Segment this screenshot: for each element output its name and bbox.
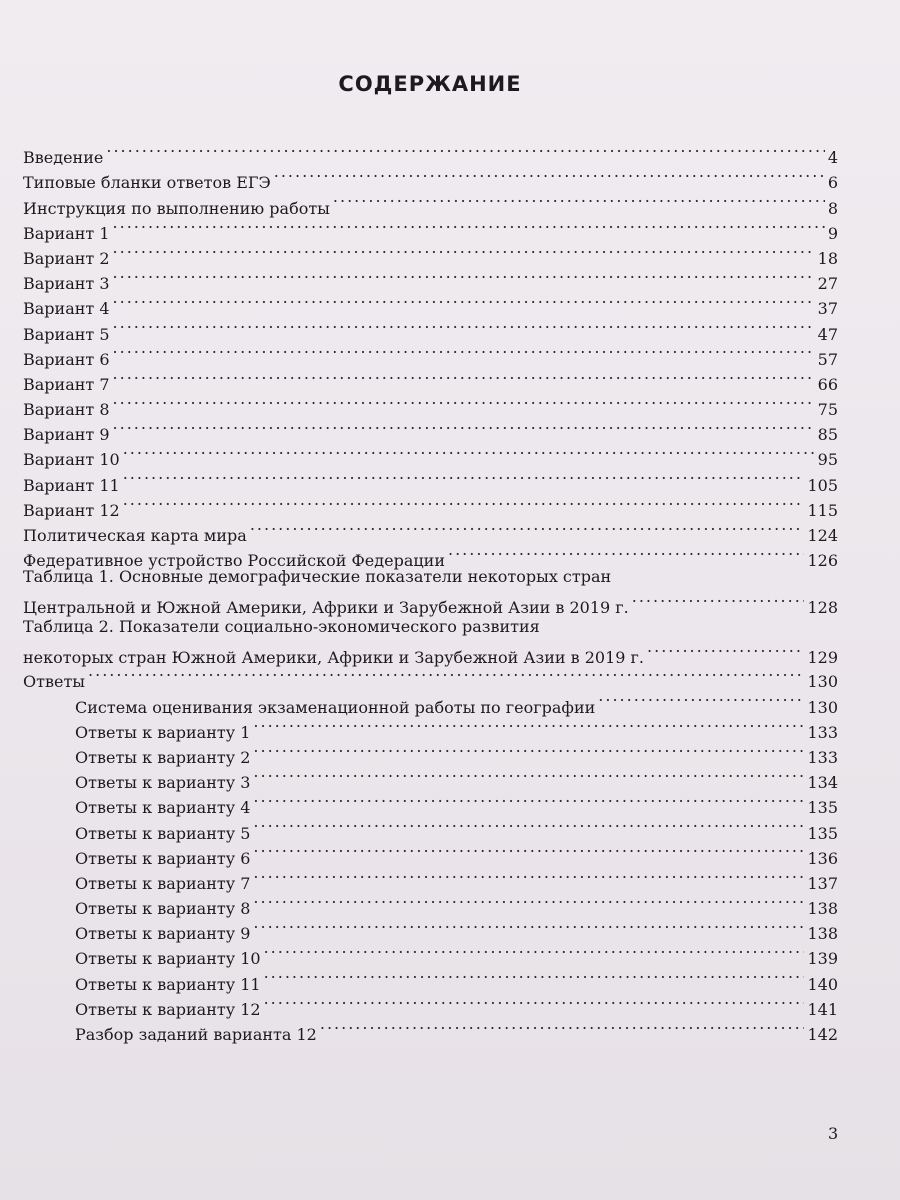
toc-entry-page: 138 [807, 899, 838, 919]
toc-entry-label: Ответы к варианту 7 [75, 873, 251, 893]
toc-entry-page: 6 [827, 173, 838, 193]
toc-entry-label: Ответы к варианту 9 [75, 924, 251, 944]
leader-dots [113, 264, 815, 289]
toc-entry [23, 365, 838, 394]
toc-entry-label: Ответы к варианту 5 [75, 823, 251, 843]
leader-dots [113, 314, 815, 339]
page-number: 3 [828, 1124, 839, 1143]
leader-dots [123, 440, 815, 465]
toc-entry-label: Ответы к варианту 3 [75, 773, 251, 793]
leader-dots [264, 990, 805, 1015]
leader-dots [264, 939, 805, 964]
leader-dots [448, 541, 804, 566]
toc-entry-page: 4 [827, 148, 838, 168]
toc-entry-table1 [23, 566, 838, 618]
toc-entry-page: 27 [817, 274, 838, 294]
toc-entry-label: Вариант 1 [23, 223, 110, 243]
leader-dots [253, 864, 804, 889]
leader-dots [253, 914, 804, 939]
toc-entry-page: 135 [807, 823, 838, 843]
leader-dots [253, 813, 804, 838]
toc-entry-page: 134 [807, 773, 838, 793]
toc-entry [23, 214, 838, 243]
toc-entry [23, 516, 838, 545]
toc-entry-label: Введение [23, 148, 104, 168]
toc-entry-table2-line2: некоторых стран Южной Америки, Африки и Зарубежной Азии в 2019 г. [23, 648, 645, 668]
toc-entry-page: 75 [817, 400, 838, 420]
toc-entry [23, 465, 838, 495]
toc-entry [23, 289, 838, 319]
page-title: СОДЕРЖАНИЕ [338, 72, 522, 96]
toc-entry-table1-page: 128 [807, 598, 838, 618]
toc-entry [23, 340, 838, 369]
main-entries [23, 138, 838, 571]
toc-entry-label: Ответы к варианту 10 [75, 949, 261, 969]
toc-entry-answers [23, 662, 838, 692]
toc-entry [23, 440, 838, 470]
toc-entry-label: Вариант 10 [23, 450, 120, 470]
toc-entry [23, 687, 838, 717]
toc-entry-label: Ответы к варианту 6 [75, 848, 251, 868]
leader-dots [250, 516, 805, 541]
leader-dots [113, 239, 815, 264]
leader-dots [253, 738, 804, 763]
toc-entry-page: 66 [817, 374, 838, 394]
toc-entry-page: 37 [817, 299, 838, 319]
toc-entry-label: Ответы к варианту 11 [75, 974, 261, 994]
toc-entry-label: Вариант 8 [23, 400, 110, 420]
toc-entry-table2 [23, 616, 838, 668]
toc-entry-page: 105 [807, 475, 838, 495]
leader-dots [264, 964, 805, 989]
toc-entry-page: 47 [817, 324, 838, 344]
leader-dots [106, 138, 824, 163]
toc-entry [23, 491, 838, 520]
leader-dots [632, 588, 805, 613]
toc-entry [23, 264, 838, 294]
toc-entry-label: Вариант 12 [23, 500, 120, 520]
toc-entry-label: Вариант 6 [23, 349, 110, 369]
leader-dots [333, 188, 825, 213]
leader-dots [253, 839, 804, 864]
toc-entry-label: Вариант 4 [23, 299, 110, 319]
toc-entry-label: Вариант 3 [23, 274, 110, 294]
toc-entry-page: 124 [807, 526, 838, 545]
leader-dots [113, 340, 815, 365]
answer-entries [23, 687, 838, 1044]
toc-entry-label: Ответы к варианту 1 [75, 722, 251, 742]
toc-entry-page: 130 [807, 697, 838, 717]
leader-dots [113, 390, 815, 415]
toc-entry-page: 126 [807, 551, 838, 571]
leader-dots [113, 289, 815, 314]
toc-entry-label: Ответы к варианту 8 [75, 899, 251, 919]
toc-entry-page: 136 [807, 848, 838, 868]
toc-entry-label: Политическая карта мира [23, 526, 247, 545]
toc-entry-answers-label: Ответы [23, 672, 86, 692]
toc-entry-label: Федеративное устройство Российской Федерации [23, 551, 445, 571]
toc-entry-page: 8 [827, 198, 838, 218]
leader-dots [253, 763, 804, 788]
toc-entry-label: Ответы к варианту 2 [75, 747, 251, 767]
toc-entry-label: Инструкция по выполнению работы [23, 198, 330, 218]
toc-entry-page: 95 [817, 450, 838, 470]
toc-entry [23, 138, 838, 168]
toc-entry-page: 135 [807, 798, 838, 818]
toc-entry [23, 415, 838, 445]
toc-entry [23, 239, 838, 268]
leader-dots [113, 214, 825, 239]
toc-entry [23, 314, 838, 344]
leader-dots [253, 889, 804, 914]
toc-entry-label: Система оценивания экзаменационной работы по географии [75, 697, 596, 717]
toc-entry-label: Разбор заданий варианта 12 [75, 1025, 317, 1044]
leader-dots [598, 687, 804, 712]
toc-entry-label: Вариант 11 [23, 475, 120, 495]
toc-entry-page: 137 [807, 873, 838, 893]
toc-entry-table1-line2: Центральной и Южной Америки, Африки и Зарубежной Азии в 2019 г. [23, 598, 629, 618]
leader-dots [320, 1015, 805, 1040]
leader-dots [113, 415, 815, 440]
toc-entry-page: 115 [807, 500, 838, 520]
toc-entry-label: Вариант 7 [23, 374, 110, 394]
leader-dots [113, 365, 815, 390]
leader-dots [123, 491, 805, 516]
toc-entry-page: 139 [807, 949, 838, 969]
toc-entry [23, 390, 838, 420]
toc-entry-page: 18 [817, 248, 838, 268]
toc-entry-label: Вариант 2 [23, 248, 110, 268]
toc-entry-page: 133 [807, 722, 838, 742]
toc-entry-label: Ответы к варианту 12 [75, 999, 261, 1019]
toc-entry-page: 9 [827, 223, 838, 243]
toc-entry-table1-line1: Таблица 1. Основные демографические показатели некоторых стран [23, 567, 612, 587]
toc-entry-label: Ответы к варианту 4 [75, 798, 251, 818]
toc-entry-page: 141 [807, 999, 838, 1019]
toc-entry [23, 163, 838, 193]
toc-entry-page: 142 [807, 1025, 838, 1044]
toc-entry-label: Вариант 9 [23, 425, 110, 445]
leader-dots [253, 788, 804, 813]
leader-dots [123, 465, 805, 490]
toc-entry-page: 85 [817, 425, 838, 445]
toc-entry-table2-page: 129 [807, 648, 838, 668]
leader-dots [253, 713, 804, 738]
table-of-contents [23, 138, 838, 1044]
toc-entry-page: 133 [807, 747, 838, 767]
toc-entry-page: 57 [817, 349, 838, 369]
toc-entry-table2-line1: Таблица 2. Показатели социально-экономического развития [23, 617, 540, 637]
toc-entry-label: Типовые бланки ответов ЕГЭ [23, 173, 271, 193]
toc-entry-answers-page: 130 [807, 672, 838, 692]
toc-entry-page: 138 [807, 924, 838, 944]
leader-dots [88, 662, 804, 687]
toc-entry-page: 140 [807, 974, 838, 994]
toc-entry-label: Вариант 5 [23, 324, 110, 344]
leader-dots [274, 163, 825, 188]
leader-dots [647, 638, 804, 663]
